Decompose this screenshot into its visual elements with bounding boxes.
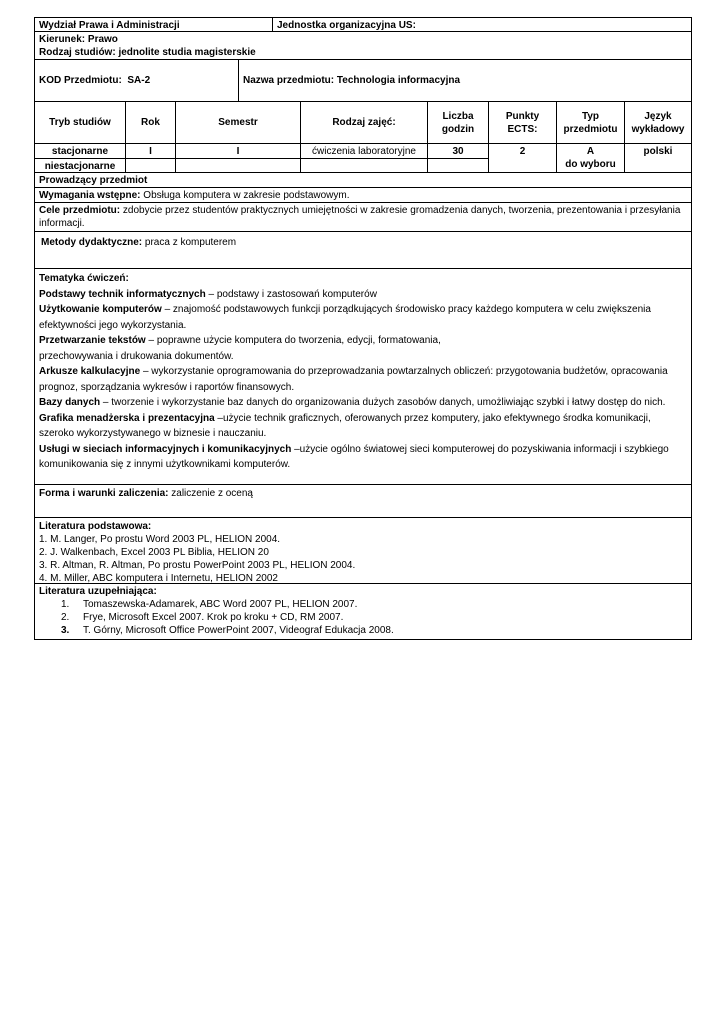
faculty: Wydział Prawa i Administracji <box>39 20 180 31</box>
th-semester: Semestr <box>218 117 258 128</box>
class-type-value: ćwiczenia laboratoryjne <box>312 146 416 157</box>
faculty-row <box>34 17 692 32</box>
mode-part-time: niestacjonarne <box>44 161 116 172</box>
methods-row <box>34 232 692 269</box>
list-item: 3. R. Altman, R. Altman, Po prostu PowerPoint 2003 PL, HELION 2004. <box>39 560 356 571</box>
table-data-block <box>34 144 692 173</box>
table-row <box>35 159 125 172</box>
syllabus-document <box>34 17 692 640</box>
th-year: Rok <box>141 117 160 128</box>
list-item: 3. T. Górny, Microsoft Office PowerPoint 2007, Videograf Edukacja 2008. <box>61 625 394 636</box>
list-item: 2. J. Walkenbach, Excel 2003 PL Biblia, HELION 20 <box>39 547 269 558</box>
code-value: SA-2 <box>127 75 151 86</box>
table-header-row <box>34 102 692 144</box>
ects-value: 2 <box>519 146 526 157</box>
lecturer-label: Prowadzący przedmiot <box>39 175 148 186</box>
methods-text: praca z komputerem <box>142 237 237 248</box>
topic-item: Przetwarzanie tekstów – poprawne użycie komputera do tworzenia, edycji, formatowania, przechowywania i drukowania dokumentów. <box>39 335 441 362</box>
topic-item: Arkusze kalkulacyjne – wykorzystanie oprogramowania do przeprowadzania powtarzalnych obliczeń: przygotowania budżetów, opracowania prognoz, sporządzania wykresów i raportów finansowych. <box>39 366 668 393</box>
list-item: 1. M. Langer, Po prostu Word 2003 PL, HELION 2004. <box>39 534 281 545</box>
major-label: Kierunek: Prawo <box>39 34 118 45</box>
goals-text: zdobycie przez studentów praktycznych umiejętności w zakresie gromadzenia danych, tworzenia, prezentowania i przesyłania informacji. <box>39 205 681 229</box>
unit-label: Jednostka organizacyjna US: <box>277 20 416 31</box>
study-type-label: Rodzaj studiów: jednolite studia magisterskie <box>39 47 256 58</box>
goals-row <box>34 203 692 232</box>
literature-extra-label: Literatura uzupełniająca: <box>39 586 157 597</box>
lecturer-row <box>34 173 692 188</box>
prerequisites-text: Obsługa komputera w zakresie podstawowym. <box>140 190 350 201</box>
semester-value: I <box>236 146 240 157</box>
methods-label: Metody dydaktyczne: <box>41 237 143 248</box>
topic-item: Użytkowanie komputerów – znajomość podstawowych funkcji porządkujących środowisko pracy każdego komputera w celu zwiększenia efektywności jego wykorzystania. <box>39 304 651 331</box>
th-mode: Tryb studiów <box>49 117 111 128</box>
subject-cell <box>239 60 691 101</box>
subject-label: Nazwa przedmiotu: Technologia informacyjna <box>243 75 461 86</box>
list-item: 1. Tomaszewska-Adamarek, ABC Word 2007 PL, HELION 2007. <box>61 599 358 610</box>
list-item: 4. M. Miller, ABC komputera i Internetu, HELION 2002 <box>39 573 278 584</box>
literature-basic-label: Literatura podstawowa: <box>39 521 152 532</box>
table-row <box>35 144 125 158</box>
mode-full-time: stacjonarne <box>51 146 109 157</box>
unit-cell <box>273 18 691 31</box>
th-class-type: Rodzaj zajęć: <box>332 117 396 128</box>
type-note: do wyboru <box>565 159 616 170</box>
topic-item: Usługi w sieciach informacyjnych i komunikacyjnych –użycie ogólno światowej sieci komputerowej do pozyskiwania informacji i szybkiego komunikowania się z innymi użytkownikami komputerów. <box>39 443 669 470</box>
literature-extra-row <box>34 584 692 640</box>
topics-row <box>34 269 692 485</box>
topic-item: Bazy danych – tworzenie i wykorzystanie baz danych do organizowania dużych zasobów danych, umożliwiając szybki i łatwy dostęp do nich. <box>39 397 666 408</box>
topic-item: Podstawy technik informatycznych – podstawy i zastosowań komputerów <box>39 288 377 300</box>
type-value: A <box>586 146 595 157</box>
th-type: Typ przedmiotu <box>563 110 618 135</box>
goals-label: Cele przedmiotu: <box>39 205 121 216</box>
code-cell <box>35 60 238 101</box>
language-value: polski <box>643 146 673 157</box>
hours-value: 30 <box>452 146 464 157</box>
faculty-cell <box>35 18 272 31</box>
list-item: 2. Frye, Microsoft Excel 2007. Krok po kroku + CD, RM 2007. <box>61 612 344 623</box>
subject-row <box>34 60 692 102</box>
type-cell <box>557 144 624 172</box>
code-label: KOD Przedmiotu: <box>39 75 122 86</box>
th-language: Język wykładowy <box>631 110 685 135</box>
prerequisites-label: Wymagania wstępne: <box>39 190 141 201</box>
year-value: I <box>149 146 152 157</box>
th-ects: Punkty ECTS: <box>505 110 540 135</box>
topics-label: Tematyka ćwiczeń: <box>39 273 129 284</box>
assessment-label: Forma i warunki zaliczenia: <box>39 488 169 499</box>
literature-basic-row <box>34 518 692 584</box>
assessment-text: zaliczenie z oceną <box>168 488 253 499</box>
major-row <box>34 32 692 60</box>
topic-item: Grafika menadżerska i prezentacyjna –użycie technik graficznych, oferowanych przez komputery, jako efektywnego środka komunikacji, szeroko wykorzystywanego w biznesie i nauczaniu. <box>39 412 651 439</box>
th-hours: Liczba godzin <box>441 110 475 135</box>
assessment-row <box>34 485 692 518</box>
prerequisites-row <box>34 188 692 203</box>
